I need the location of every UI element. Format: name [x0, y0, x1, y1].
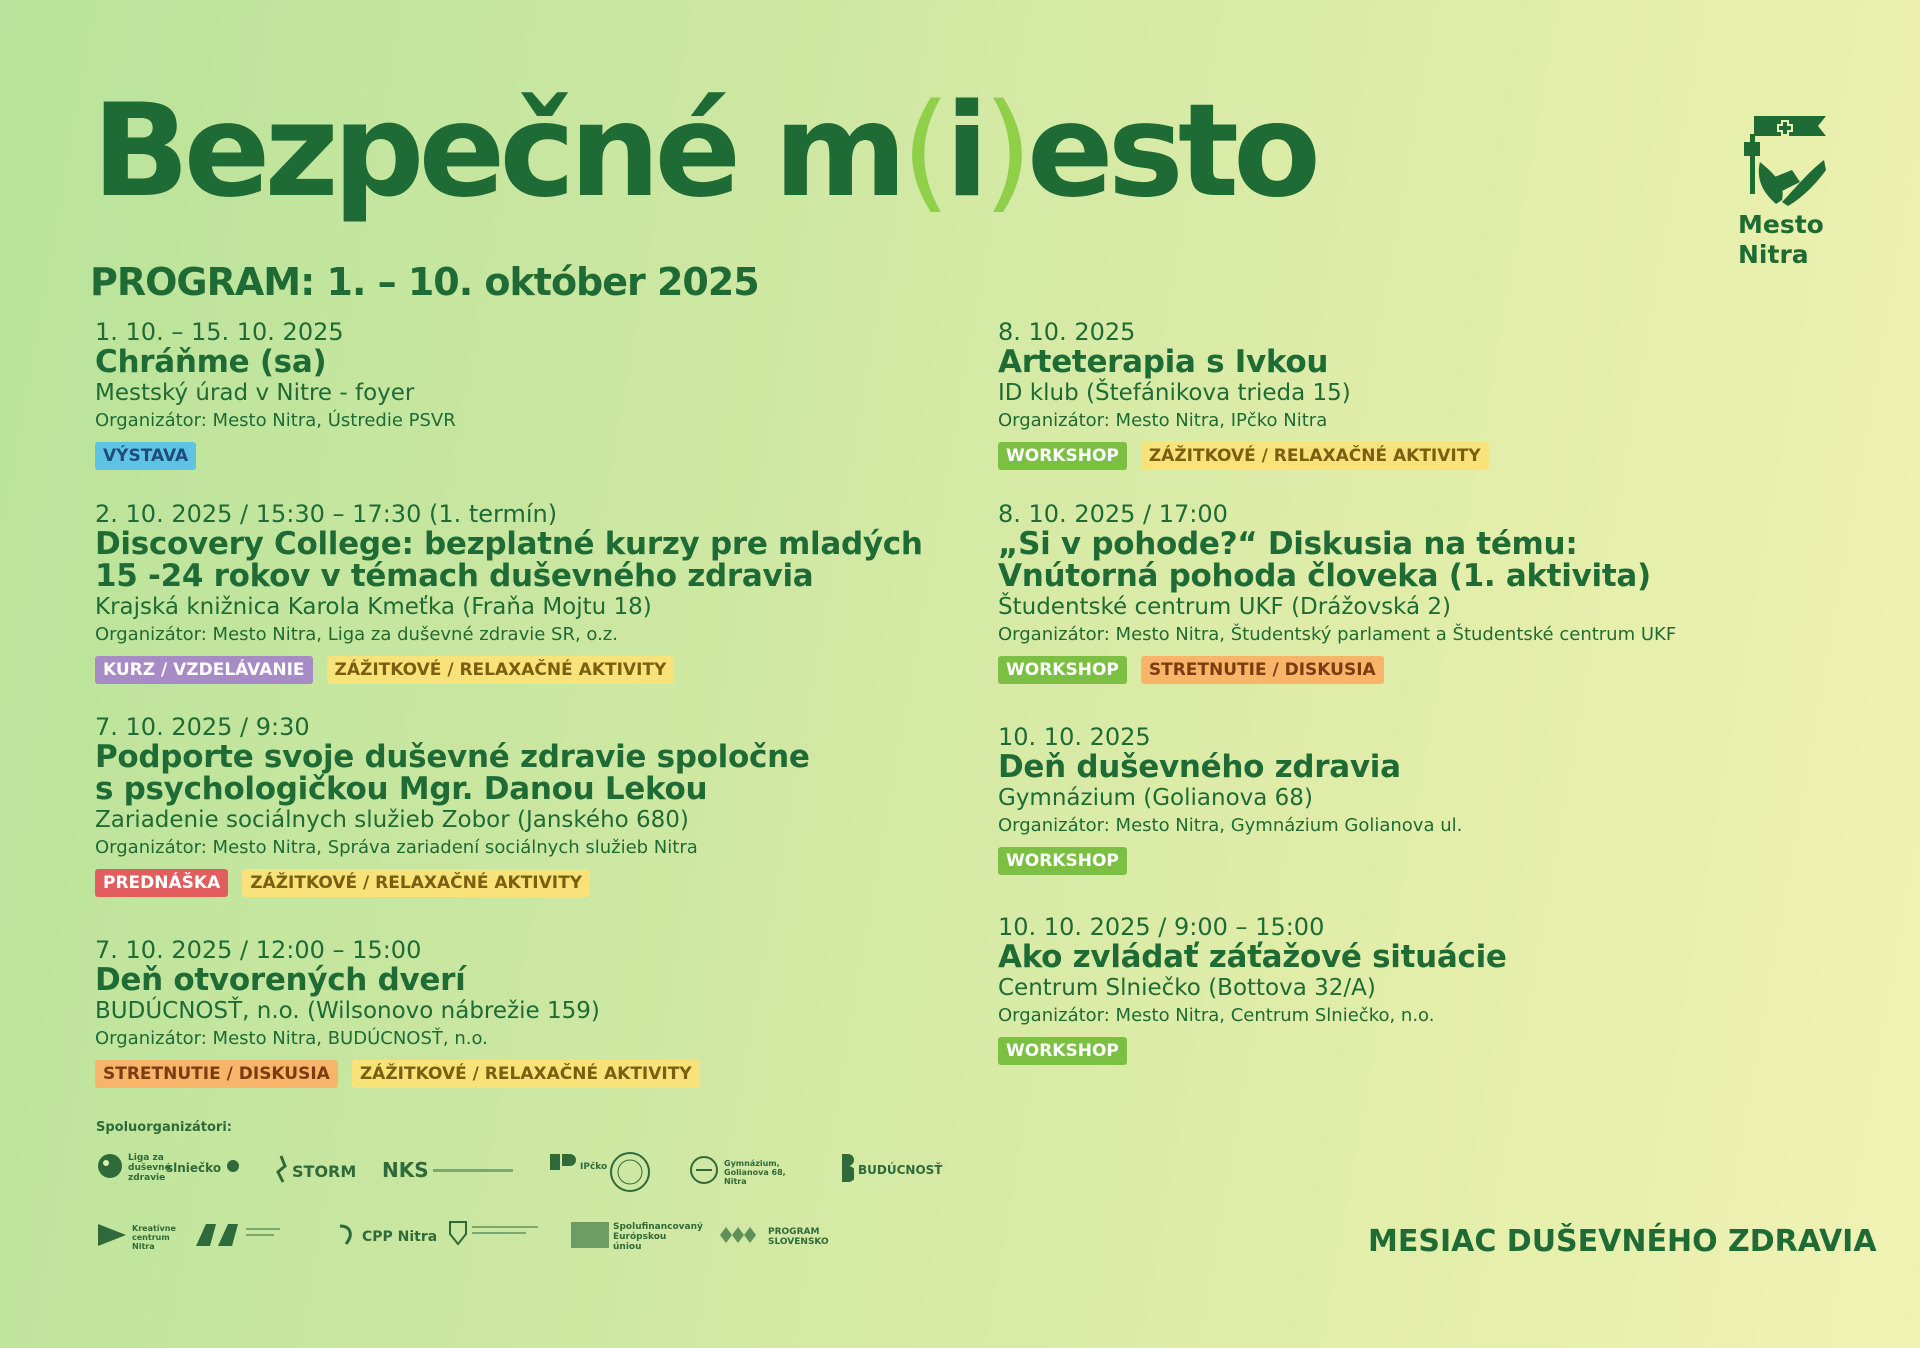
event-item	[998, 318, 1798, 470]
partner-kreativne-centrum: Kreatívne centrum Nitra	[96, 1222, 172, 1252]
event-item	[95, 318, 955, 470]
event-date: 7. 10. 2025 / 9:30	[95, 713, 310, 741]
event-tags	[998, 442, 1798, 470]
event-tags	[95, 1060, 955, 1088]
event-date: 2. 10. 2025 / 15:30 – 17:30 (1. termín)	[95, 500, 558, 528]
partner-buducnost: BUDÚCNOSŤ	[840, 1152, 942, 1188]
event-item	[95, 936, 955, 1088]
tag-kurz: KURZ / VZDELÁVANIE	[95, 656, 313, 684]
partner-storm: STORM	[274, 1154, 356, 1188]
ipcko-logo-icon	[546, 1150, 576, 1184]
eu-flag-icon	[571, 1222, 609, 1252]
tag-zazitkove: ZÁŽITKOVÉ / RELAXAČNÉ AKTIVITY	[1141, 442, 1489, 470]
event-location: Centrum Slniečko (Bottova 32/A)	[998, 975, 1376, 1001]
tag-workshop: WORKSHOP	[998, 1037, 1127, 1065]
event-title: Arteterapia s Ivkou	[998, 344, 1329, 380]
event-title: Podporte svoje duševné zdravie spoločne	[95, 739, 810, 775]
tag-stretnutie: STRETNUTIE / DISKUSIA	[1141, 656, 1384, 684]
partner-slniecko: slniečko	[166, 1158, 241, 1178]
event-location: Mestský úrad v Nitre - foyer	[95, 380, 415, 406]
event-organizer: Organizátor: Mesto Nitra, Liga za duševné zdravie SR, o.z.	[95, 624, 618, 645]
event-location: Gymnázium (Golianova 68)	[998, 785, 1313, 811]
event-item	[998, 500, 1798, 684]
event-tags	[998, 656, 1798, 684]
event-tags	[998, 1037, 1798, 1065]
tag-zazitkove: ZÁŽITKOVÉ / RELAXAČNÉ AKTIVITY	[242, 869, 590, 897]
logo-text-nitra: Nitra	[1738, 240, 1809, 269]
event-item	[998, 913, 1798, 1065]
partner-seal	[608, 1150, 652, 1198]
tag-zazitkove: ZÁŽITKOVÉ / RELAXAČNÉ AKTIVITY	[352, 1060, 700, 1088]
event-date: 10. 10. 2025 / 9:00 – 15:00	[998, 913, 1325, 941]
partner-eu: Spolufinancovaný Európskou úniou	[571, 1222, 693, 1252]
event-title: Discovery College: bezplatné kurzy pre mladých	[95, 526, 923, 562]
event-title-line2: s psychologičkou Mgr. Danou Lekou	[95, 771, 708, 807]
storm-logo-icon	[274, 1154, 288, 1188]
event-location: Zariadenie sociálnych služieb Zobor (Janského 680)	[95, 807, 689, 833]
event-organizer: Organizátor: Mesto Nitra, BUDÚCNOSŤ, n.o.	[95, 1028, 488, 1049]
tag-workshop: WORKSHOP	[998, 656, 1127, 684]
partner-program-slovensko: PROGRAM SLOVENSKO	[718, 1222, 838, 1252]
tag-stretnutie: STRETNUTIE / DISKUSIA	[95, 1060, 338, 1088]
event-date: 1. 10. – 15. 10. 2025	[95, 318, 344, 346]
tag-workshop: WORKSHOP	[998, 442, 1127, 470]
event-date: 7. 10. 2025 / 12:00 – 15:00	[95, 936, 422, 964]
program-subtitle: PROGRAM: 1. – 10. október 2025	[90, 260, 759, 304]
event-title-line2: 15 -24 rokov v témach duševného zdravia	[95, 558, 814, 594]
event-title: Deň duševného zdravia	[998, 749, 1401, 785]
partners-logos	[96, 1150, 976, 1260]
mesto-nitra-logo	[1738, 112, 1848, 268]
event-title: „Si v pohode?“ Diskusia na tému:	[998, 526, 1578, 562]
event-organizer: Organizátor: Mesto Nitra, Študentský parlament a Študentské centrum UKF	[998, 624, 1677, 645]
event-item	[998, 723, 1798, 875]
kreativne-centrum-logo-icon	[96, 1222, 128, 1252]
tag-prednaska: PREDNÁŠKA	[95, 869, 228, 897]
event-title: Chráňme (sa)	[95, 344, 327, 380]
event-organizer: Organizátor: Mesto Nitra, Ústredie PSVR	[95, 410, 456, 431]
slniecko-logo-icon	[225, 1158, 241, 1178]
gymnazium-logo-icon	[688, 1154, 720, 1190]
tag-workshop: WORKSHOP	[998, 847, 1127, 875]
event-title: Deň otvorených dverí	[95, 962, 466, 998]
partner-nks: NKS	[382, 1158, 513, 1182]
partner-upsvr	[448, 1220, 544, 1250]
page-title: Bezpečné m(i)esto	[92, 77, 1315, 226]
partner-gymnazium: Gymnázium, Golianova 68, Nitra	[688, 1154, 804, 1190]
event-tags	[95, 656, 955, 684]
tag-vystava: VÝSTAVA	[95, 442, 196, 470]
event-location: BUDÚCNOSŤ, n.o. (Wilsonovo nábrežie 159)	[95, 998, 600, 1024]
event-tags	[95, 869, 955, 897]
partner-cpp-nitra: CPP Nitra	[336, 1222, 437, 1252]
partner-ipcko: IPčko	[546, 1150, 607, 1184]
event-date: 8. 10. 2025 / 17:00	[998, 500, 1228, 528]
event-location: ID klub (Štefánikova trieda 15)	[998, 380, 1351, 406]
cpp-nitra-logo-icon	[336, 1222, 358, 1252]
event-item	[95, 713, 955, 897]
partners-label: Spoluorganizátori:	[96, 1120, 232, 1135]
skp-logo-icon	[192, 1220, 282, 1254]
nitra-coat-of-arms-icon	[1742, 112, 1828, 208]
logo-text-mesto: Mesto	[1738, 210, 1824, 239]
upsvr-logo-icon	[448, 1220, 544, 1250]
program-slovensko-logo-icon	[718, 1222, 764, 1252]
event-date: 10. 10. 2025	[998, 723, 1151, 751]
tag-zazitkove: ZÁŽITKOVÉ / RELAXAČNÉ AKTIVITY	[327, 656, 675, 684]
event-location: Študentské centrum UKF (Drážovská 2)	[998, 594, 1451, 620]
event-location: Krajská knižnica Karola Kmeťka (Fraňa Mojtu 18)	[95, 594, 652, 620]
event-organizer: Organizátor: Mesto Nitra, Centrum Slniečko, n.o.	[998, 1005, 1435, 1026]
event-tags	[95, 442, 955, 470]
buducnost-logo-icon	[840, 1152, 854, 1188]
partner-skp	[192, 1220, 282, 1254]
partner-liga: Liga za duševné zdravie	[96, 1152, 168, 1184]
footer-tagline: MESIAC DUŠEVNÉHO ZDRAVIA	[1368, 1224, 1877, 1259]
event-tags	[998, 847, 1798, 875]
event-item	[95, 500, 955, 684]
event-organizer: Organizátor: Mesto Nitra, IPčko Nitra	[998, 410, 1328, 431]
event-title-line2: Vnútorná pohoda človeka (1. aktivita)	[998, 558, 1651, 594]
event-date: 8. 10. 2025	[998, 318, 1136, 346]
liga-logo-icon	[96, 1152, 124, 1184]
event-organizer: Organizátor: Mesto Nitra, Správa zariadení sociálnych služieb Nitra	[95, 837, 698, 858]
event-organizer: Organizátor: Mesto Nitra, Gymnázium Golianova ul.	[998, 815, 1463, 836]
nks-logo-icon	[433, 1161, 513, 1180]
seal-logo-icon	[608, 1150, 652, 1198]
event-title: Ako zvládať záťažové situácie	[998, 939, 1507, 975]
